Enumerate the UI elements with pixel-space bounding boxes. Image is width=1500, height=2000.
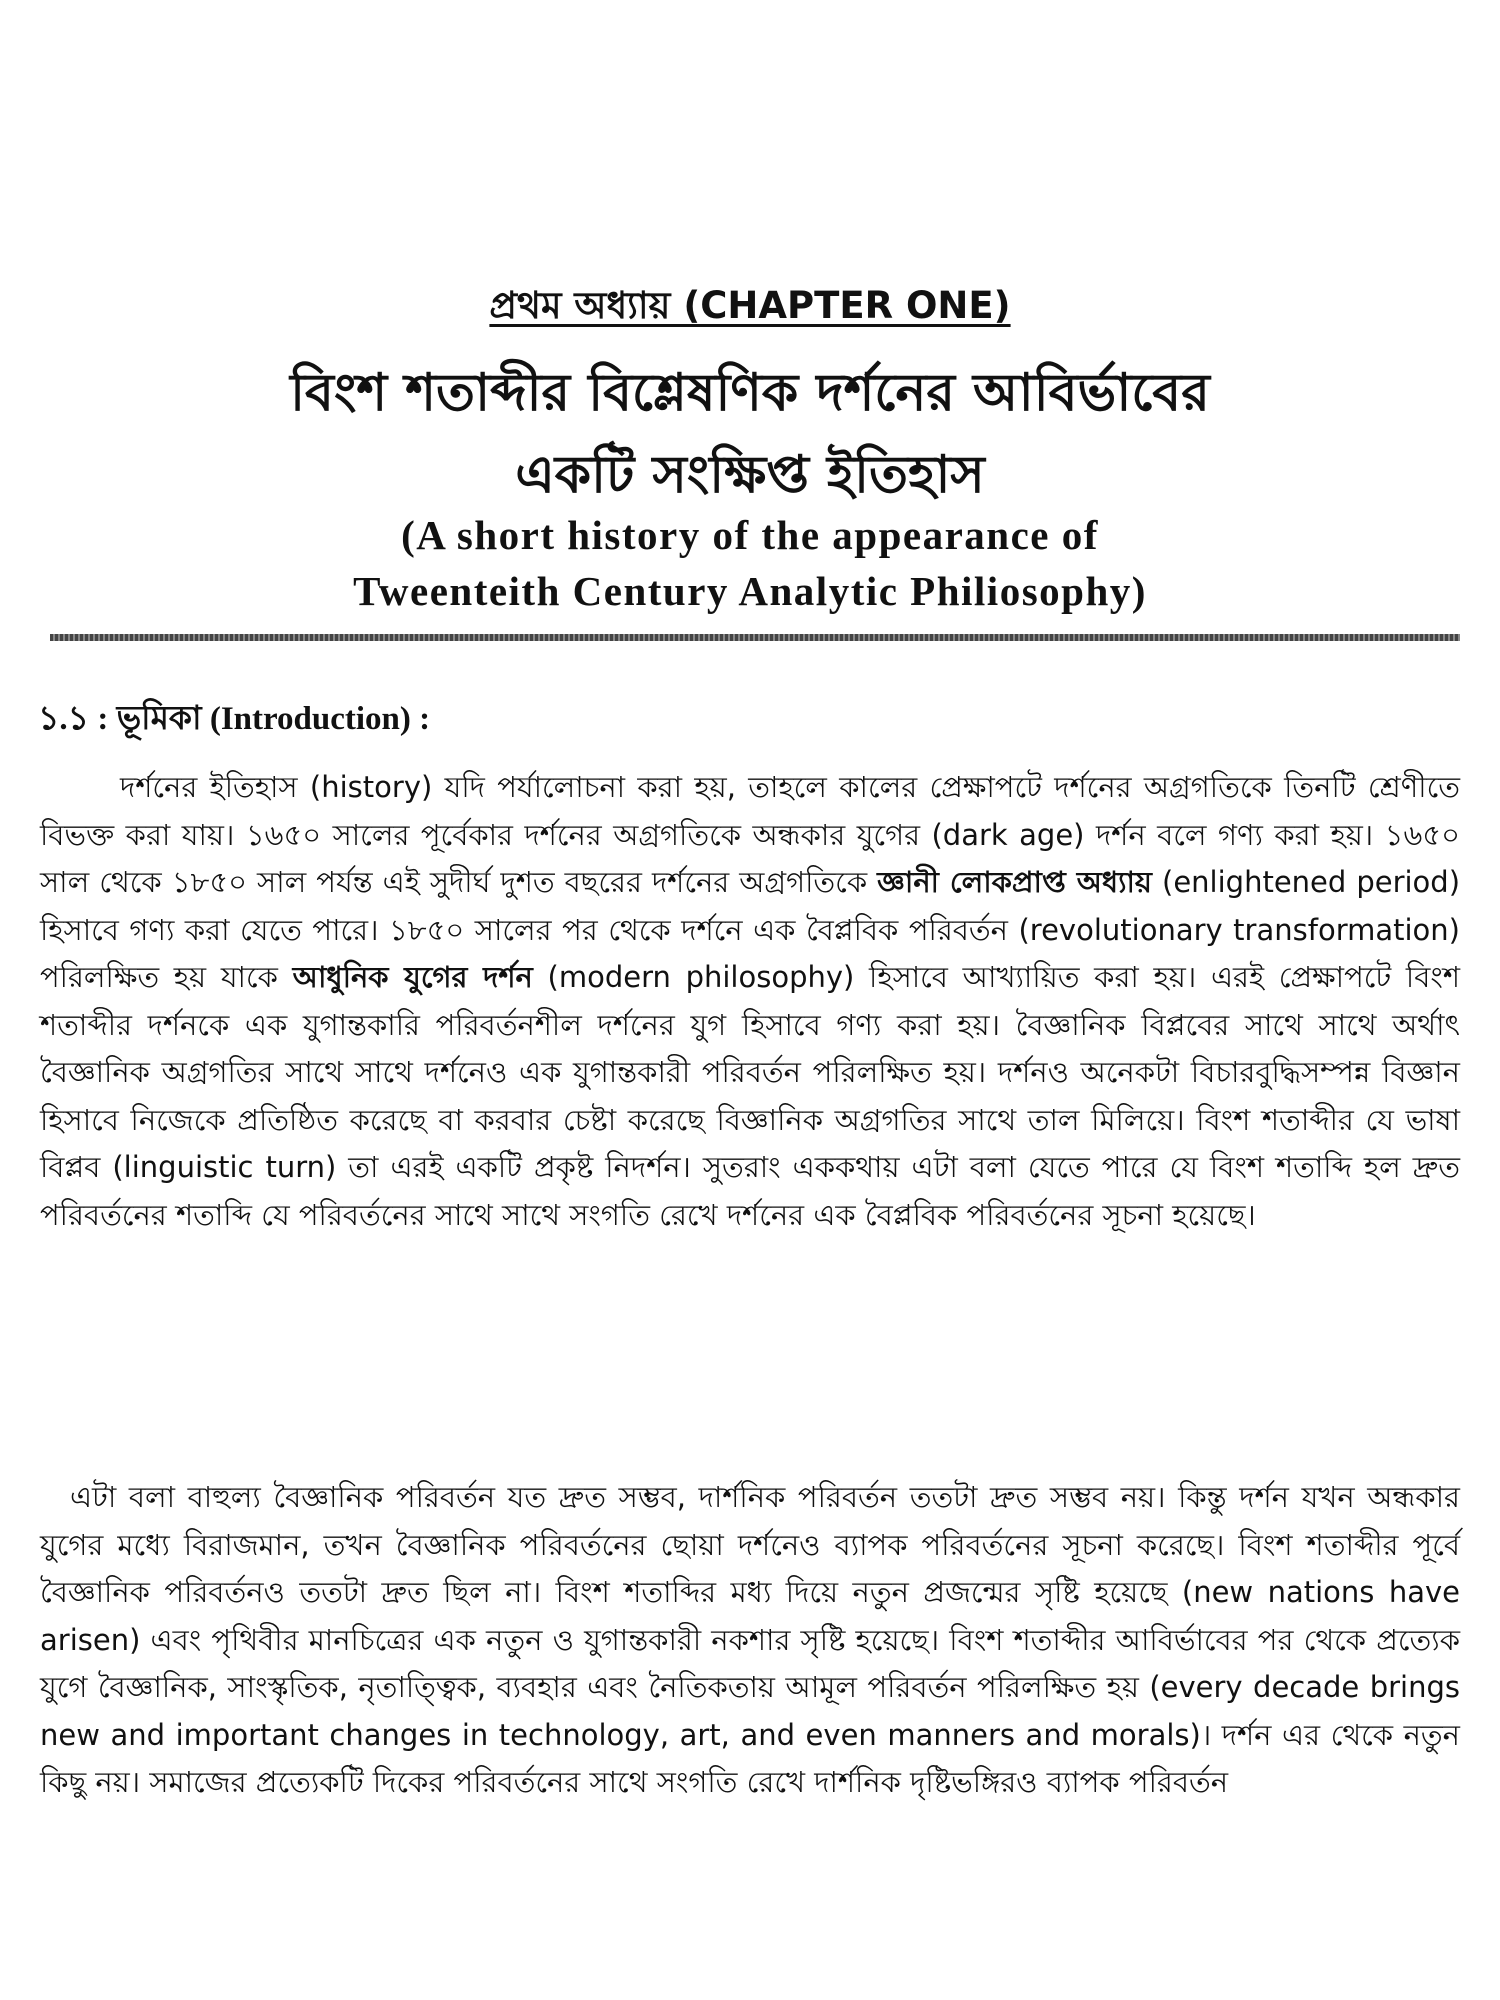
paragraph-1-text-c: (modern philosophy) হিসাবে আখ্যায়িত করা হয়। এরই প্রেক্ষাপটে বিংশ শতাব্দীর দর্শনকে এক যুগান্তকারি পরিবর্তনশীল দর্শনের যুগ হিসাবে গণ্য করা হয়। বৈজ্ঞানিক বিপ্লবের সাথে সাথে অর্থাৎ বৈজ্ঞানিক অগ্রগতির সাথে সাথে দর্শনেও এক যুগান্তকারী পরিবর্তন পরিলক্ষিত হয়। দর্শনও অনেকটা বিচারবুদ্ধিসম্পন্ন বিজ্ঞান হিসাবে নিজেকে প্রতিষ্ঠিত করেছে বা করবার চেষ্টা করেছে বিজ্ঞানিক অগ্রগতির সাথে তাল মিলিয়ে। বিংশ শতাব্দীর যে ভাষা বিপ্লব (linguistic turn) তা এরই একটি প্রকৃষ্ট নিদর্শন। সুতরাং এককথায় এটা বলা যেতে পারে যে বিংশ শতাব্দি হল দ্রুত পরিবর্তনের শতাব্দি যে পরিবর্তনের সাথে সাথে সংগতি রেখে দর্শনের এক বৈপ্লবিক পরিবর্তনের সূচনা হয়েছে।: [40, 960, 1460, 1232]
paragraph-1: [40, 764, 1460, 1239]
chapter-label-text: প্রথম অধ্যায় (CHAPTER ONE): [489, 284, 1011, 327]
paragraph-1-text-b: (enlightened period) হিসাবে গণ্য করা যেতে পারে। ১৮৫০ সালের পর থেকে দর্শনে এক বৈপ্লবিক পরিবর্তন (revolutionary transformation) পরিলক্ষিত হয় যাকে: [40, 865, 1461, 994]
chapter-title-bengali-line1: বিংশ শতাব্দীর বিশ্লেষণিক দর্শনের আবির্ভাবের: [290, 363, 1210, 423]
paragraph-1-text-a: দর্শনের ইতিহাস (history) যদি পর্যালোচনা করা হয়, তাহলে কালের প্রেক্ষাপটে দর্শনের অগ্রগতিকে তিনটি শ্রেণীতে বিভক্ত করা যায়। ১৬৫০ সালের পূর্বেকার দর্শনের অগ্রগতিকে অন্ধকার যুগের (dark age) দর্শন বলে গণ্য করা হয়। ১৬৫০ সাল থেকে ১৮৫০ সাল পর্যন্ত এই সুদীর্ঘ দুশত বছরের দর্শনের অগ্রগতিকে: [40, 770, 1460, 899]
title-divider: [50, 634, 1460, 641]
chapter-label: [0, 282, 1500, 330]
section-heading: ১.১ : ভূমিকা (Introduction) :: [38, 701, 431, 737]
chapter-title-english-line2: Tweenteith Century Analytic Philiosophy): [353, 568, 1147, 614]
chapter-title-bengali-line2: একটি সংক্ষিপ্ত ইতিহাস: [515, 445, 985, 505]
chapter-title-english-line1: (A short history of the appearance of: [401, 512, 1099, 558]
paragraph-2: এটা বলা বাহুল্য বৈজ্ঞানিক পরিবর্তন যত দ্রুত সম্ভব, দার্শনিক পরিবর্তন ততটা দ্রুত সম্ভব নয়। কিন্তু দর্শন যখন অন্ধকার যুগের মধ্যে বিরাজমান, তখন বৈজ্ঞানিক পরিবর্তনের ছোয়া দর্শনেও ব্যাপক পরিবর্তনের সূচনা করেছে। বিংশ শতাব্দীর পূর্বে বৈজ্ঞানিক পরিবর্তনও ততটা দ্রুত ছিল না। বিংশ শতাব্দির মধ্য দিয়ে নতুন প্রজন্মের সৃষ্টি হয়েছে (new nations have arisen) এবং পৃথিবীর মানচিত্রের এক নতুন ও যুগান্তকারী নকশার সৃষ্টি হয়েছে। বিংশ শতাব্দীর আবির্ভাবের পর থেকে প্রত্যেক যুগে বৈজ্ঞানিক, সাংস্কৃতিক, নৃতাত্ত্বিক, ব্যবহার এবং নৈতিকতায় আমূল পরিবর্তন পরিলক্ষিত হয় (every decade brings new and important changes in technology, art, and even manners and morals)। দর্শন এর থেকে নতুন কিছু নয়। সমাজের প্রত্যেকটি দিকের পরিবর্তনের সাথে সংগতি রেখে দার্শনিক দৃষ্টিভঙ্গিরও ব্যাপক পরিবর্তন: [40, 1480, 1460, 1799]
paragraph-1-bold-term-1: জ্ঞানী লোকপ্রাপ্ত অধ্যায়: [877, 865, 1152, 899]
paragraph-1-bold-term-2: আধুনিক যুগের দর্শন: [292, 960, 533, 994]
